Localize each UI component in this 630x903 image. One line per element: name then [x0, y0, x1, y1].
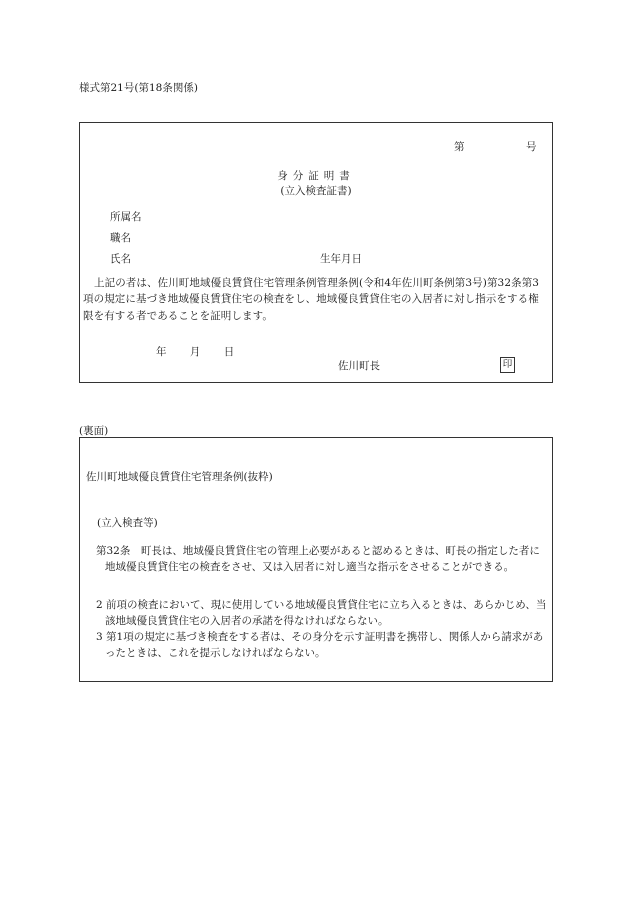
- certificate-number-prefix: 第: [454, 141, 465, 153]
- certificate-title: 身分証明書: [277, 170, 355, 182]
- form-number: 様式第21号(第18条関係): [79, 82, 198, 94]
- ordinance-title: 佐川町地域優良賃貸住宅管理条例(抜粋): [86, 471, 273, 483]
- id-certificate-front: [79, 122, 553, 383]
- reverse-side-label: (裏面): [79, 425, 109, 437]
- position-label: 職名: [110, 232, 131, 244]
- year-label: 年: [156, 346, 167, 358]
- section-heading: (立入検査等): [97, 517, 158, 529]
- article-32-item-2: 2 前項の検査において、現に使用している地域優良賃貸住宅に立ち入るときは、あらかじめ、当該地域優良賃貸住宅の入居者の承諾を得なければならない。: [96, 599, 547, 628]
- article-32-item-3: 3 第1項の規定に基づき検査をする者は、その身分を示す証明書を携帯し、関係人から請求があったときは、これを提示しなければならない。: [96, 631, 544, 660]
- name-label: 氏名: [110, 253, 131, 265]
- article-32: 第32条 町長は、地域優良賃貸住宅の管理上必要があると認めるときは、町長の指定した者に地域優良賃貸住宅の検査をさせ、又は入居者に対し適当な指示をさせることができる。: [96, 545, 540, 574]
- certificate-number-suffix: 号: [526, 141, 537, 153]
- issuer-name: 佐川町長: [338, 360, 380, 372]
- seal-stamp: 印: [500, 357, 515, 373]
- affiliation-label: 所属名: [110, 211, 142, 223]
- month-label: 月: [189, 346, 201, 358]
- certificate-subtitle: (立入検査証書): [280, 185, 352, 197]
- id-certificate-back: [79, 437, 553, 682]
- day-label: 日: [223, 346, 235, 358]
- birth-date-label: 生年月日: [320, 253, 362, 265]
- issue-date: [156, 344, 254, 360]
- certification-text: 上記の者は、佐川町地域優良賃貸住宅管理条例管理条例(令和4年佐川町条例第3号)第32条第3項の規定に基づき地域優良賃貸住宅の検査をし、地域優良賃貸住宅の入居者に対し指示をする権限を有する者であることを証明します。: [83, 277, 540, 322]
